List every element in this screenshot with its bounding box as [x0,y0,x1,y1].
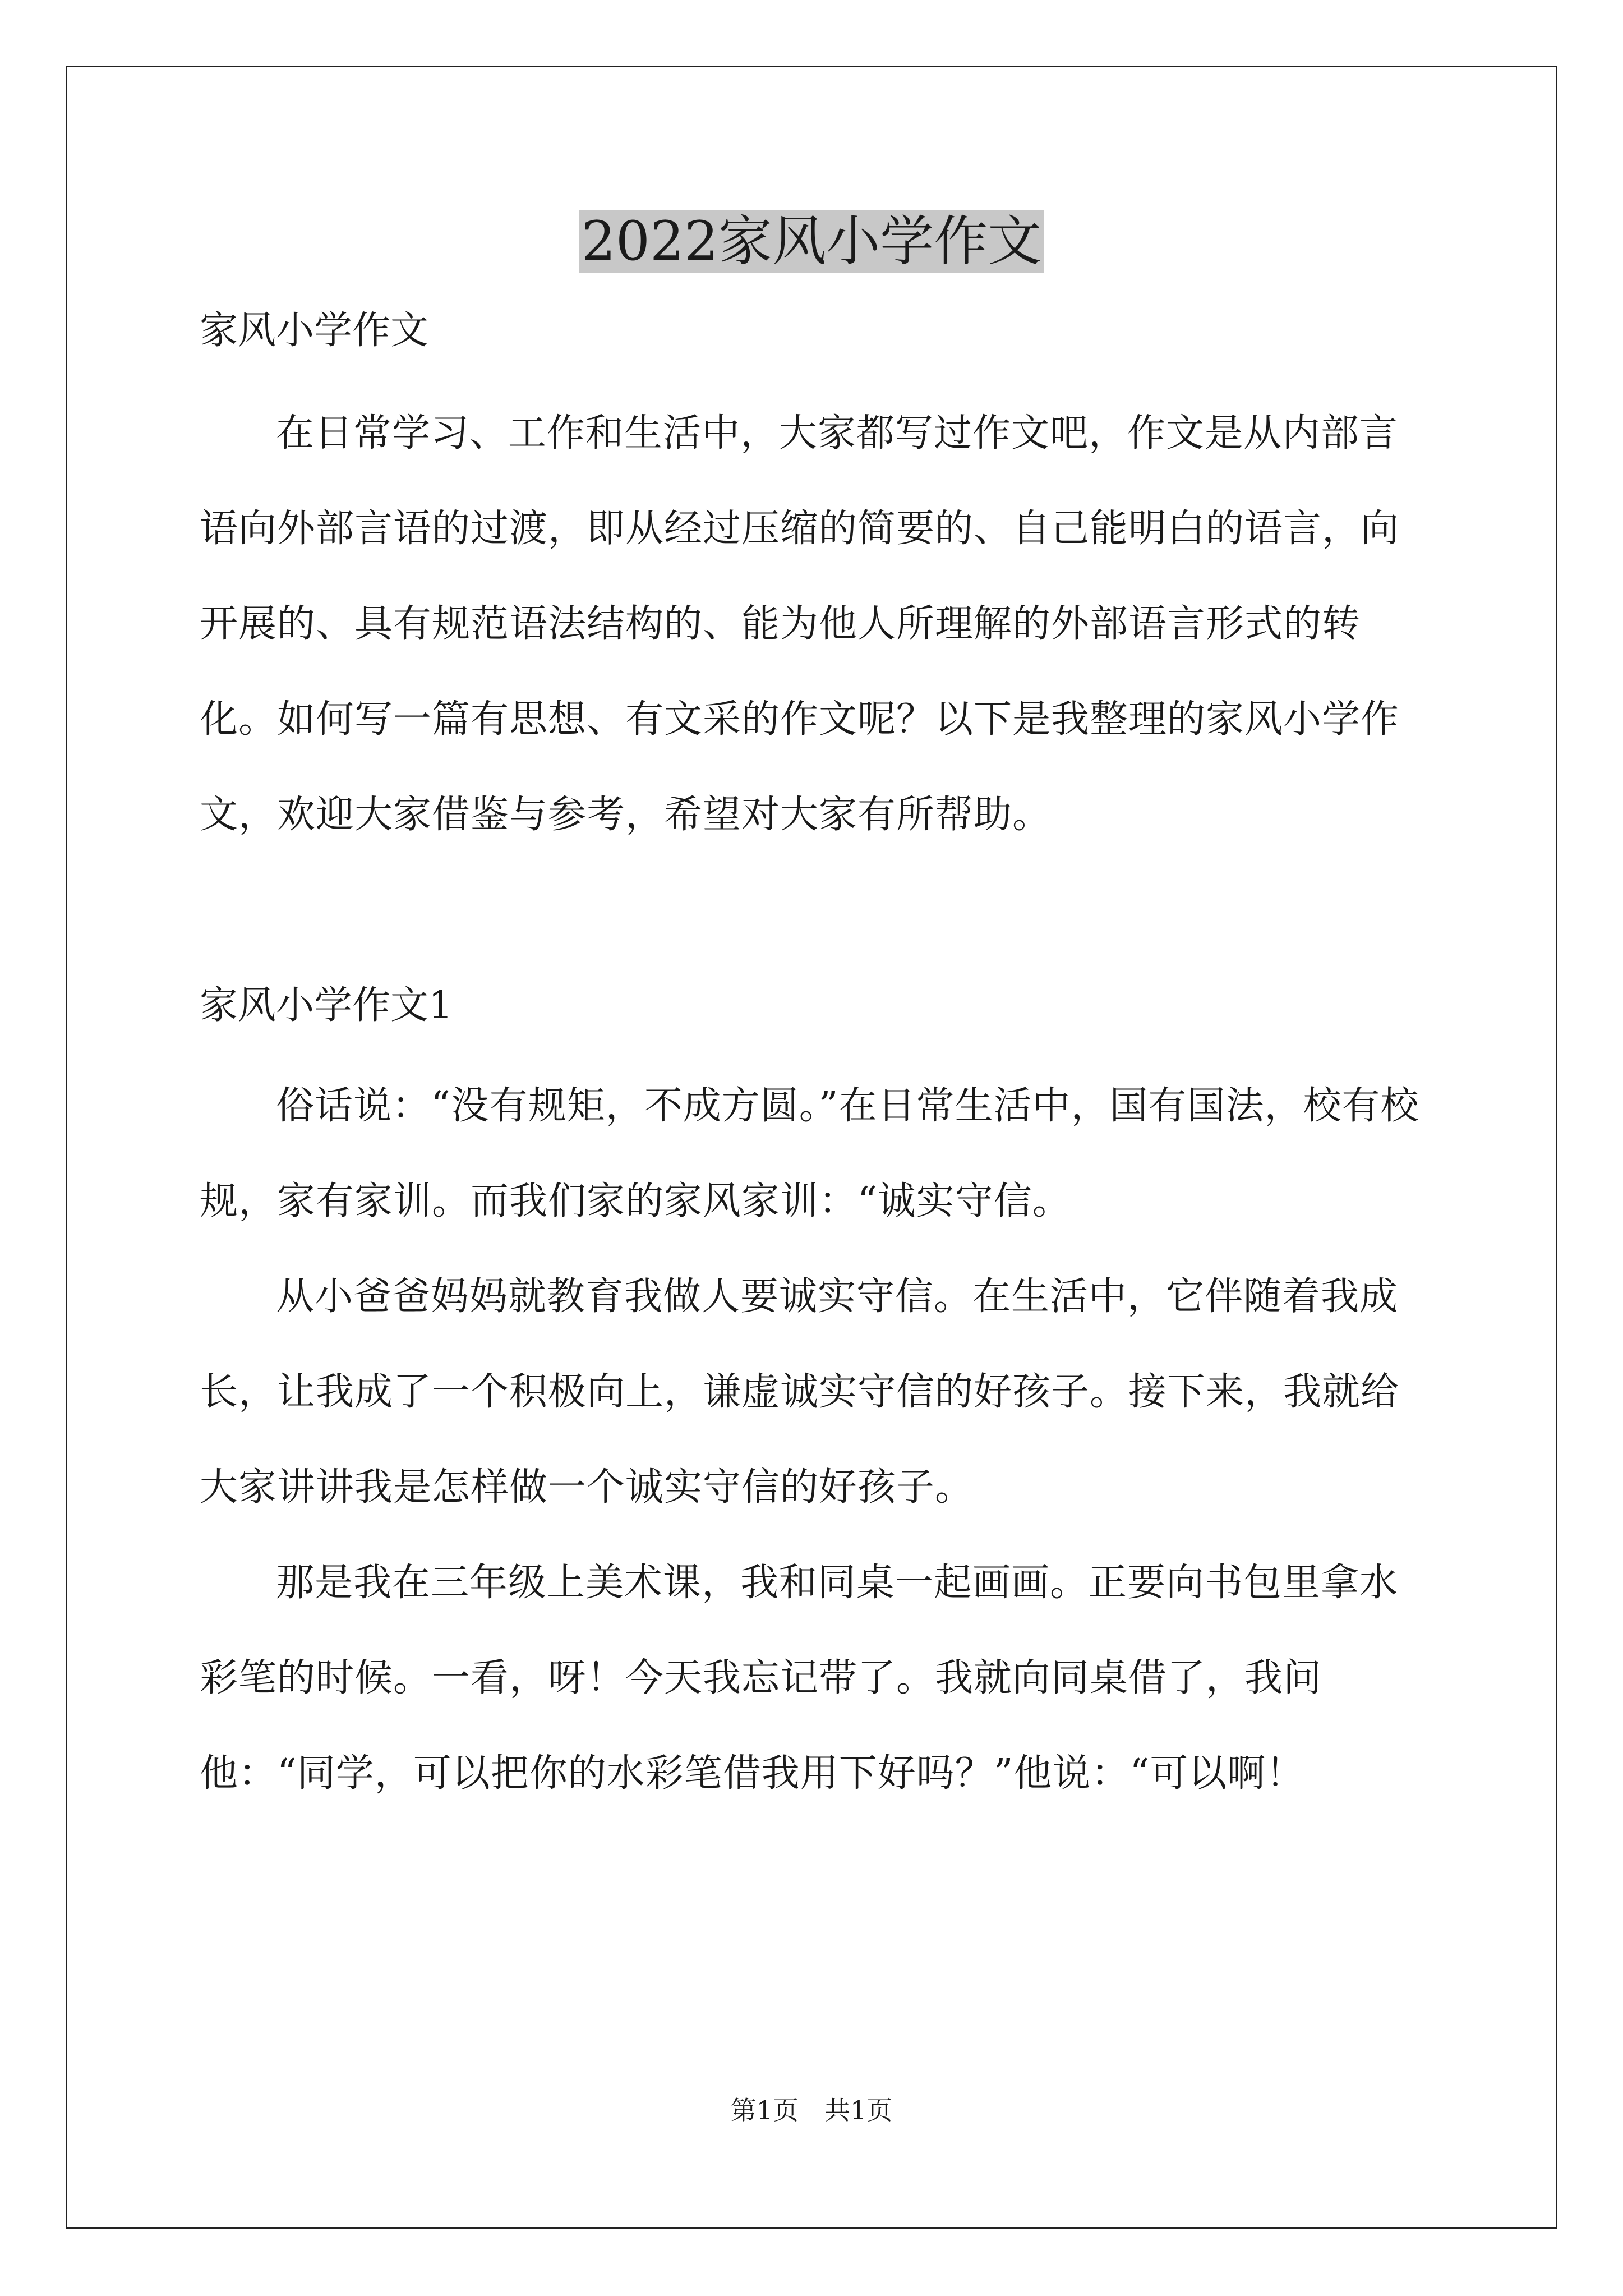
paragraph: 从小爸爸妈妈就教育我做人要诚实守信。在生活中，它伴随着我成长，让我成了一个积极向上，谦虚诚实守信的好孩子。接下来，我就给大家讲讲我是怎样做一个诚实守信的好孩子。 [200,1274,1400,1510]
page-footer [0,2093,1623,2127]
document-title [0,202,1623,280]
section-heading: 家风小学作文 [200,309,429,353]
page-total: 共1页 [824,2095,893,2125]
paragraph: 俗话说：“没有规矩，不成方圆。”在日常生活中，国有国法，校有校规，家有家训。而我们家的家风家训：“诚实守信。 [200,1084,1419,1223]
paragraph: 那是我在三年级上美术课，我和同桌一起画画。正要向书包里拿水彩笔的时候。一看，呀！今天我忘记带了。我就向同桌借了，我问他：“同学，可以把你的水彩笔借我用下好吗？”他说：“可以啊！ [200,1561,1399,1796]
page-number: 第1页 [730,2095,799,2125]
paragraph: 在日常学习、工作和生活中，大家都写过作文吧，作文是从内部言语向外部言语的过渡，即从经过压缩的简要的、自己能明白的语言，向开展的、具有规范语法结构的、能为他人所理解的外部语言形式的转化。如何写一篇有思想、有文采的作文呢？以下是我整理的家风小学作文，欢迎大家借鉴与参考，希望对大家有所帮助。 [200,411,1400,837]
section-heading: 家风小学作文1 [200,983,453,1028]
document-title-text: 2022家风小学作文 [579,210,1044,273]
document-body [200,303,1433,1821]
